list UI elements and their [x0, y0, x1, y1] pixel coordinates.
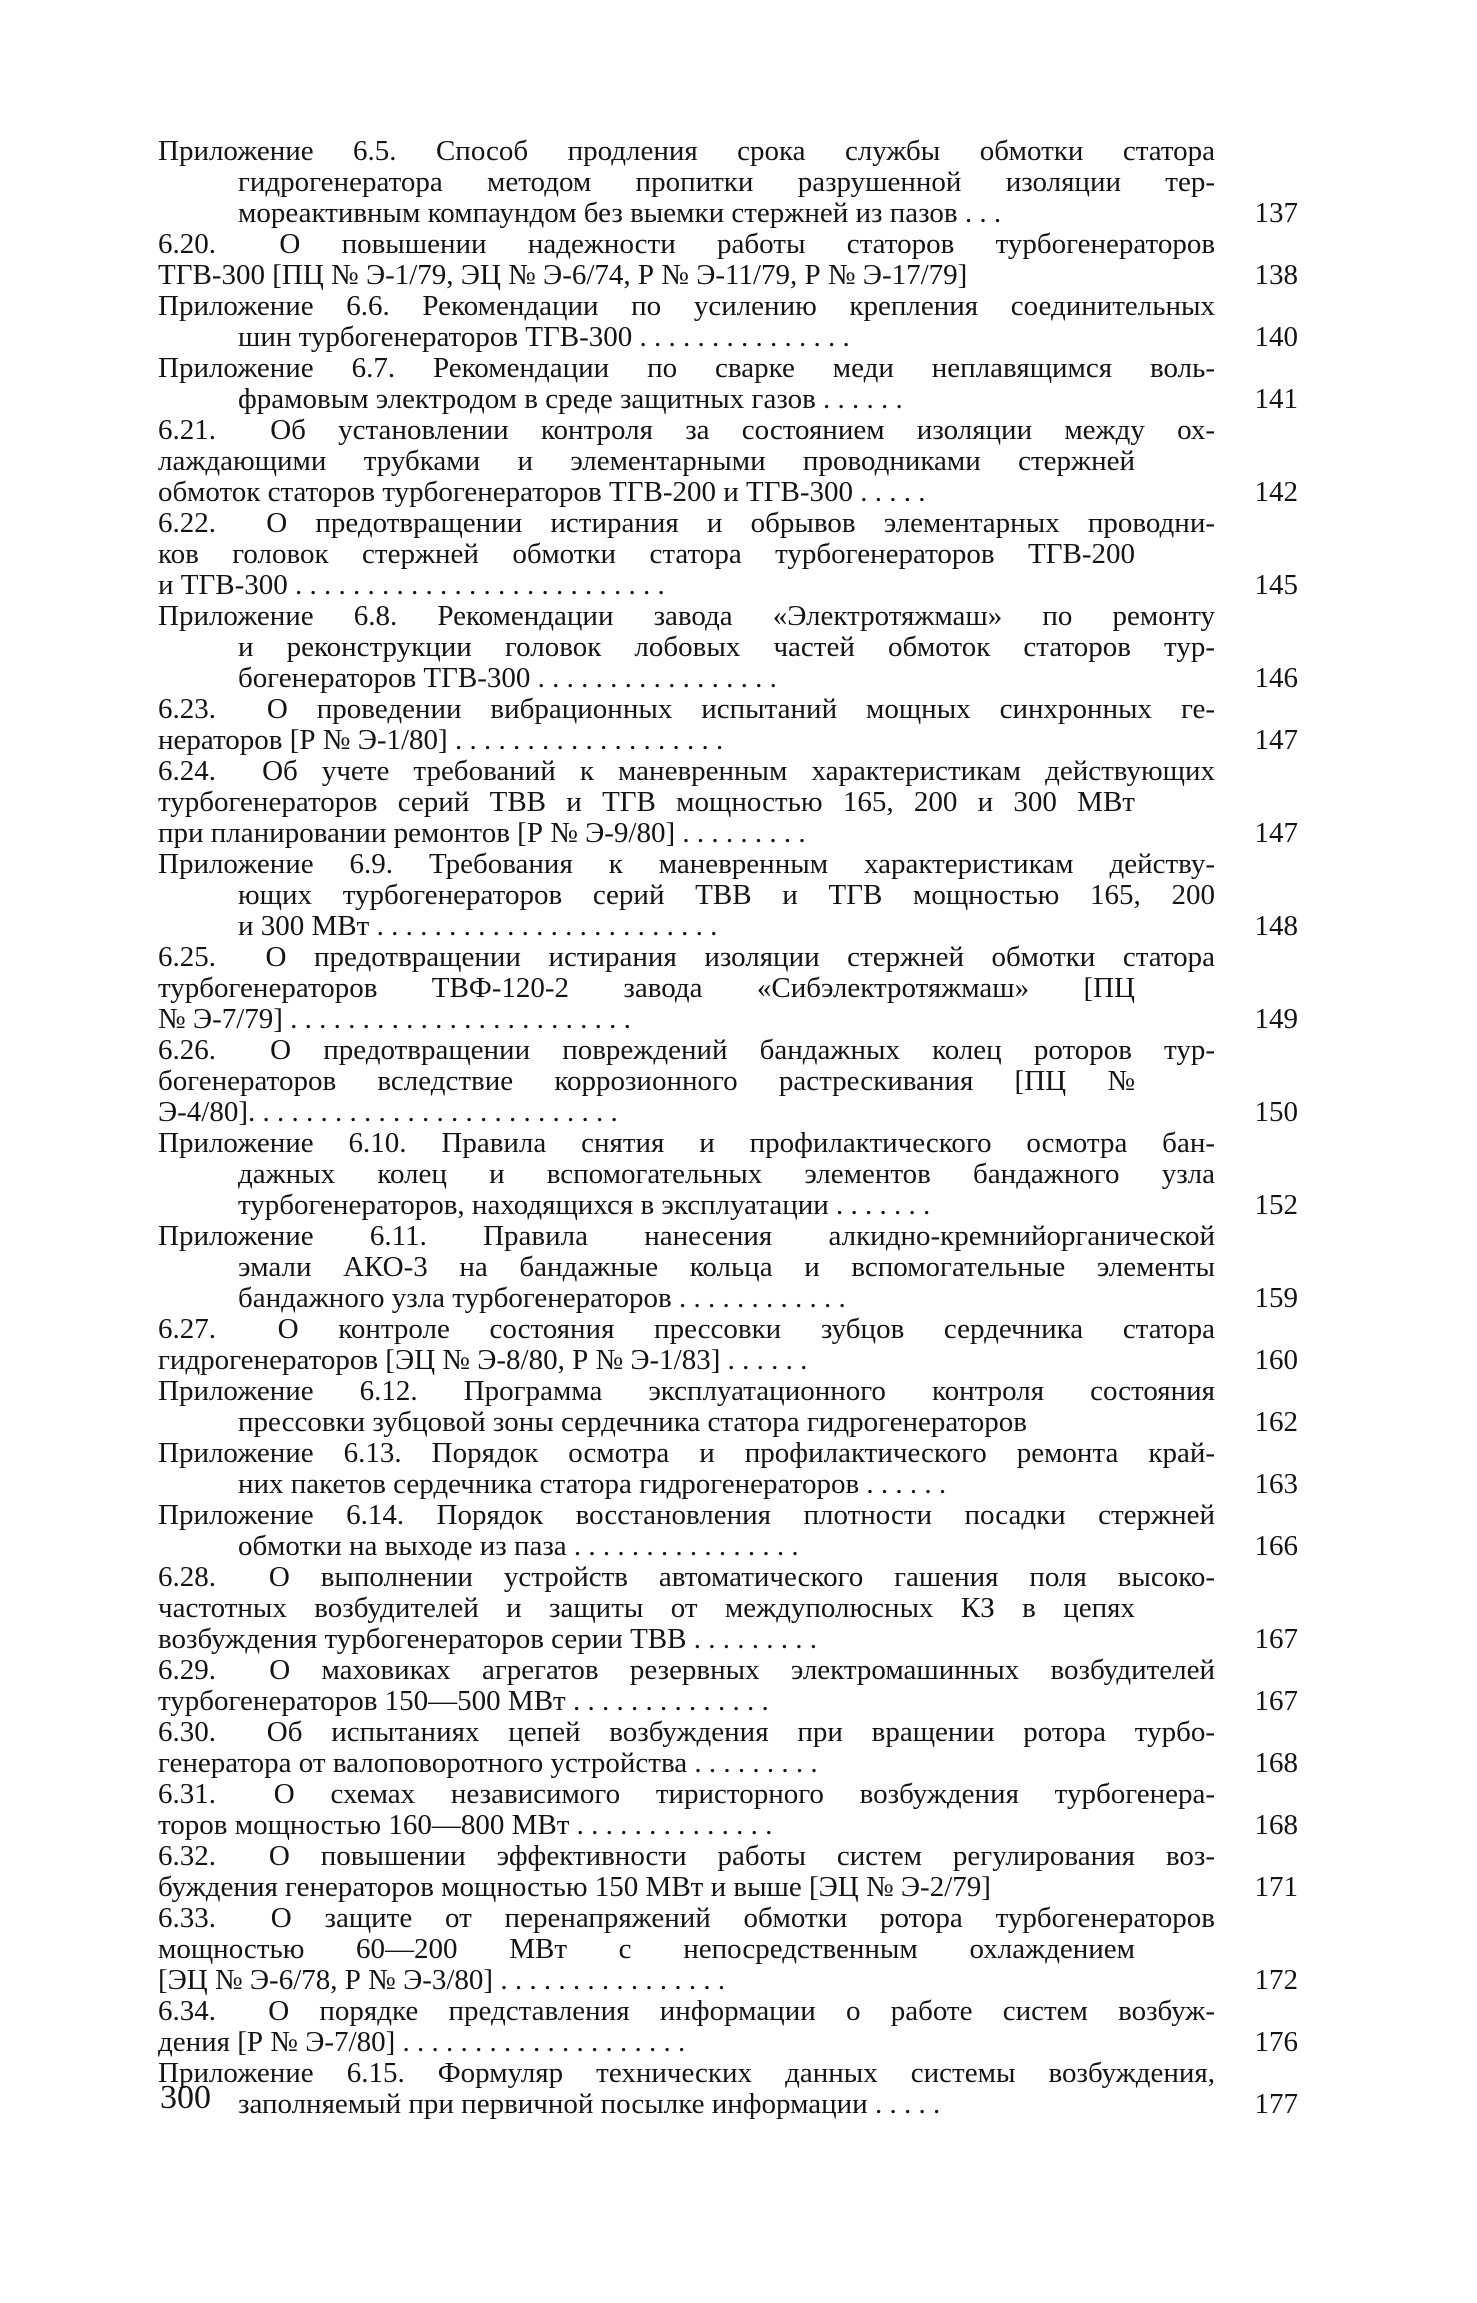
- toc-entry-title-line: [158, 1996, 1215, 2027]
- toc-entry: [158, 1500, 1298, 1562]
- toc-entry-label: Приложение 6.14.: [158, 1499, 405, 1531]
- toc-entry-continuation-line: мореактивным компаундом без выемки стержней из пазов . . .: [238, 197, 1002, 229]
- page-number: 300: [160, 2079, 211, 2116]
- toc-entry-page: 168: [1254, 1747, 1298, 1779]
- toc-entry-title-line: [158, 2058, 1215, 2089]
- toc-entry-title-line: [158, 1376, 1215, 1407]
- toc-entry-continuation-line: заполняемый при первичной посылке информации . . . . .: [238, 2088, 941, 2120]
- toc-entry-page: 160: [1254, 1344, 1298, 1376]
- toc-entry-label: 6.22.: [158, 507, 216, 539]
- toc-entry-page: 172: [1254, 1964, 1298, 1996]
- toc-entry-page: 168: [1254, 1809, 1298, 1841]
- toc-entry-text: [158, 2058, 1228, 2120]
- toc-entry: [158, 601, 1298, 694]
- toc-entry-title-line: [158, 1500, 1215, 1531]
- toc-entry-text: [158, 1128, 1228, 1221]
- toc-entry-title-line: [158, 136, 1215, 167]
- toc-entry-continuation-line: генератора от валоповоротного устройства . . . . . . . . .: [158, 1747, 818, 1779]
- toc-entry-continuation-line: эмали АКО-3 на бандажные кольца и вспомогательные элементы: [238, 1251, 1215, 1283]
- toc-entry-text: [158, 1500, 1228, 1562]
- toc-entry-page: 147: [1254, 817, 1298, 849]
- toc-entry-title-line: [158, 1841, 1215, 1872]
- toc-entry-text: [158, 601, 1228, 694]
- toc-entry-continuation-line: торов мощностью 160—800 МВт . . . . . . . . . . . . . .: [158, 1809, 773, 1841]
- toc-entry: [158, 1903, 1298, 1996]
- toc-entry-title-line: [158, 1035, 1215, 1066]
- toc-entry-page: 141: [1254, 383, 1298, 415]
- toc-entry-page: 149: [1254, 1003, 1298, 1035]
- toc-entry-continuation-line: гидрогенератора методом пропитки разрушенной изоляции тер-: [238, 166, 1215, 198]
- toc-entry-title-line: [158, 415, 1215, 446]
- toc-entry-continuation-line: [ЭЦ № Э-6/78, Р № Э-3/80] . . . . . . . . . . . . . . . .: [158, 1964, 726, 1996]
- toc-entry-label: 6.34.: [158, 1995, 216, 2027]
- toc-entry-line-text: О порядке представления информации о работе систем возбуж-: [268, 1995, 1216, 2027]
- toc-entry-label: 6.23.: [158, 693, 216, 725]
- toc-entry-continuation-line: фрамовым электродом в среде защитных газов . . . . . .: [238, 383, 903, 415]
- toc-entry-text: [158, 942, 1228, 1035]
- toc-entry-line-text: Рекомендации завода «Электротяжмаш» по ремонту: [437, 600, 1216, 632]
- toc-entry-text: [158, 291, 1228, 353]
- toc-entry-line-text: О защите от перенапряжений обмотки ротора турбогенераторов: [270, 1902, 1216, 1934]
- toc-entry: [158, 136, 1298, 229]
- toc-entry-label: Приложение 6.12.: [158, 1375, 418, 1407]
- toc-entry: [158, 1128, 1298, 1221]
- toc-entry-label: 6.27.: [158, 1313, 216, 1345]
- toc-entry: [158, 849, 1298, 942]
- toc-entry-text: [158, 353, 1228, 415]
- toc-entry-page: 167: [1254, 1623, 1298, 1655]
- toc-entry-text: [158, 1438, 1228, 1500]
- toc-entry-title-line: [158, 508, 1215, 539]
- toc-entry: [158, 415, 1298, 508]
- toc-entry-page: 166: [1254, 1530, 1298, 1562]
- toc-entry-continuation-line: гидрогенераторов [ЭЦ № Э-8/80, Р № Э-1/83] . . . . . .: [158, 1344, 808, 1376]
- toc-entry-continuation-line: бандажного узла турбогенераторов . . . . . . . . . . . .: [238, 1282, 846, 1314]
- toc-entry-line-text: Формуляр технических данных системы возбуждения,: [437, 2057, 1215, 2089]
- toc-entry-label: 6.21.: [158, 414, 216, 446]
- toc-entry-page: 159: [1254, 1282, 1298, 1314]
- toc-entry: [158, 1376, 1298, 1438]
- toc-entry-line-text: О повышении надежности работы статоров турбогенераторов: [279, 228, 1216, 260]
- toc-entry-line-text: О маховиках агрегатов резервных электромашинных возбудителей: [269, 1654, 1216, 1686]
- toc-entry-continuation-line: богенераторов вследствие коррозионного растрескивания [ПЦ №: [158, 1065, 1135, 1097]
- toc-entry-continuation-line: нераторов [Р № Э-1/80] . . . . . . . . . . . . . . . . . . .: [158, 724, 724, 756]
- toc-entry-page: 145: [1254, 569, 1298, 601]
- toc-entry-continuation-line: возбуждения турбогенераторов серии ТВВ . . . . . . . . .: [158, 1623, 817, 1655]
- toc-entry-line-text: Порядок осмотра и профилактического ремонта край-: [431, 1437, 1215, 1469]
- toc-entry-label: Приложение 6.7.: [158, 352, 396, 384]
- toc-entry-page: 147: [1254, 724, 1298, 756]
- toc-entry: [158, 942, 1298, 1035]
- toc-entry-line-text: Об учете требований к маневренным характеристикам действующих: [262, 755, 1215, 787]
- toc-entry-page: 148: [1254, 910, 1298, 942]
- toc-entry-label: 6.30.: [158, 1716, 216, 1748]
- toc-entry-continuation-line: частотных возбудителей и защиты от междуполюсных КЗ в цепях: [158, 1592, 1135, 1624]
- toc-entry-title-line: [158, 229, 1215, 260]
- toc-entry-text: [158, 1779, 1228, 1841]
- toc-entry-page: 176: [1254, 2026, 1298, 2058]
- toc-entry: [158, 1221, 1298, 1314]
- toc-entry-title-line: [158, 291, 1215, 322]
- toc-entry-page: 138: [1254, 259, 1298, 291]
- toc-entry-page: 137: [1254, 197, 1298, 229]
- toc-entry-title-line: [158, 1438, 1215, 1469]
- toc-entry-continuation-line: Э-4/80]. . . . . . . . . . . . . . . . . . . . . . . . . .: [158, 1096, 618, 1128]
- toc-entry-line-text: Требования к маневренным характеристикам действу-: [428, 848, 1215, 880]
- toc-entry-label: Приложение 6.9.: [158, 848, 394, 880]
- toc-entry-page: 150: [1254, 1096, 1298, 1128]
- toc-entry-continuation-line: ков головок стержней обмотки статора турбогенераторов ТГВ-200: [158, 538, 1135, 570]
- toc-entry-label: 6.24.: [158, 755, 216, 787]
- toc-entry-title-line: [158, 1655, 1215, 1686]
- toc-entry-title-line: [158, 1128, 1215, 1159]
- toc-entry-label: 6.33.: [158, 1902, 216, 1934]
- toc-entry-title-line: [158, 942, 1215, 973]
- toc-entry-line-text: О предотвращении истирания и обрывов элементарных проводни-: [266, 507, 1215, 539]
- toc-entry-text: [158, 1841, 1228, 1903]
- toc-entry-label: Приложение 6.6.: [158, 290, 390, 322]
- toc-entry-text: [158, 1314, 1228, 1376]
- toc-entry-line-text: Об испытаниях цепей возбуждения при вращении ротора турбо-: [266, 1716, 1216, 1748]
- toc-entry-label: 6.25.: [158, 941, 216, 973]
- toc-entry-line-text: Способ продления срока службы обмотки статора: [435, 135, 1216, 167]
- toc-entry-label: 6.20.: [158, 228, 216, 260]
- toc-entry-continuation-line: лаждающими трубками и элементарными проводниками стержней: [158, 445, 1135, 477]
- toc-entry-label: Приложение 6.10.: [158, 1127, 407, 1159]
- toc-entry: [158, 1841, 1298, 1903]
- toc-entry: [158, 353, 1298, 415]
- toc-entry-line-text: Правила снятия и профилактического осмотра бан-: [441, 1127, 1215, 1159]
- toc-entry-title-line: [158, 601, 1215, 632]
- toc-entry: [158, 694, 1298, 756]
- toc-entry: [158, 1779, 1298, 1841]
- toc-entry-page: 163: [1254, 1468, 1298, 1500]
- toc-entry-title-line: [158, 694, 1215, 725]
- toc-entry-line-text: О повышении эффективности работы систем регулирования воз-: [268, 1840, 1215, 1872]
- toc-entry-line-text: О предотвращении повреждений бандажных колец роторов тур-: [270, 1034, 1216, 1066]
- toc-entry: [158, 291, 1298, 353]
- toc-entry-label: Приложение 6.8.: [158, 600, 398, 632]
- toc-entry: [158, 1717, 1298, 1779]
- toc-entry-label: Приложение 6.5.: [158, 135, 397, 167]
- toc-entry: [158, 1438, 1298, 1500]
- toc-entry-line-text: О контроле состояния прессовки зубцов сердечника статора: [277, 1313, 1215, 1345]
- toc-entry: [158, 1562, 1298, 1655]
- toc-entry-continuation-line: них пакетов сердечника статора гидрогенераторов . . . . . .: [238, 1468, 947, 1500]
- toc-entry-text: [158, 1562, 1228, 1655]
- toc-entry-line-text: О схемах независимого тиристорного возбуждения турбогенера-: [273, 1778, 1216, 1810]
- toc-entry-text: [158, 756, 1228, 849]
- toc-entry: [158, 1314, 1298, 1376]
- toc-entry-line-text: Рекомендации по усилению крепления соединительных: [422, 290, 1215, 322]
- toc-entry: [158, 756, 1298, 849]
- toc-entry-page: 140: [1254, 321, 1298, 353]
- table-of-contents: [158, 136, 1298, 2120]
- toc-entry-continuation-line: при планировании ремонтов [Р № Э-9/80] . . . . . . . . .: [158, 817, 806, 849]
- toc-entry-text: [158, 1035, 1228, 1128]
- toc-entry-continuation-line: турбогенераторов 150—500 МВт . . . . . . . . . . . . . .: [158, 1685, 769, 1717]
- toc-entry-label: 6.29.: [158, 1654, 216, 1686]
- toc-entry-label: Приложение 6.11.: [158, 1220, 427, 1252]
- toc-entry-page: 177: [1254, 2088, 1298, 2120]
- toc-entry-title-line: [158, 849, 1215, 880]
- toc-entry-label: 6.31.: [158, 1778, 216, 1810]
- toc-entry-text: [158, 1717, 1228, 1779]
- toc-entry-page: 167: [1254, 1685, 1298, 1717]
- toc-entry-continuation-line: турбогенераторов серий ТВВ и ТГВ мощностью 165, 200 и 300 МВт: [158, 786, 1135, 818]
- toc-entry-label: 6.28.: [158, 1561, 216, 1593]
- toc-entry: [158, 508, 1298, 601]
- toc-entry-continuation-line: обмотки на выходе из паза . . . . . . . . . . . . . . . .: [238, 1530, 799, 1562]
- toc-entry-title-line: [158, 1314, 1215, 1345]
- toc-entry-continuation-line: № Э-7/79] . . . . . . . . . . . . . . . . . . . . . . . .: [158, 1003, 631, 1035]
- toc-entry-title-line: [158, 756, 1215, 787]
- toc-entry-text: [158, 849, 1228, 942]
- toc-entry-line-text: Порядок восстановления плотности посадки стержней: [436, 1499, 1215, 1531]
- toc-entry-text: [158, 1996, 1228, 2058]
- toc-entry-continuation-line: дажных колец и вспомогательных элементов бандажного узла: [238, 1158, 1215, 1190]
- toc-entry-line-text: Об установлении контроля за состоянием изоляции между ох-: [270, 414, 1215, 446]
- toc-entry-line-text: О проведении вибрационных испытаний мощных синхронных ге-: [266, 693, 1216, 725]
- toc-entry-title-line: [158, 1562, 1215, 1593]
- toc-entry-text: [158, 229, 1228, 291]
- toc-entry-label: 6.32.: [158, 1840, 216, 1872]
- toc-entry-text: [158, 136, 1228, 229]
- toc-entry-title-line: [158, 353, 1215, 384]
- toc-entry-continuation-line: обмоток статоров турбогенераторов ТГВ-200 и ТГВ-300 . . . . .: [158, 476, 926, 508]
- toc-entry-text: [158, 508, 1228, 601]
- toc-entry-page: 142: [1254, 476, 1298, 508]
- toc-entry-continuation-line: буждения генераторов мощностью 150 МВт и выше [ЭЦ № Э-2/79]: [158, 1871, 991, 1903]
- toc-entry-text: [158, 1903, 1228, 1996]
- toc-entry-text: [158, 415, 1228, 508]
- toc-entry-continuation-line: дения [Р № Э-7/80] . . . . . . . . . . . . . . . . . . . .: [158, 2026, 686, 2058]
- toc-entry-page: 171: [1254, 1871, 1298, 1903]
- toc-entry-line-text: Программа эксплуатационного контроля состояния: [463, 1375, 1216, 1407]
- toc-entry-continuation-line: и ТГВ-300 . . . . . . . . . . . . . . . . . . . . . . . . . .: [158, 569, 665, 601]
- toc-entry-text: [158, 1221, 1228, 1314]
- toc-entry-title-line: [158, 1779, 1215, 1810]
- toc-entry: [158, 229, 1298, 291]
- toc-entry-line-text: Рекомендации по сварке меди неплавящимся воль-: [433, 352, 1216, 384]
- toc-entry-label: 6.26.: [158, 1034, 216, 1066]
- toc-entry-continuation-line: и 300 МВт . . . . . . . . . . . . . . . . . . . . . . . .: [238, 910, 718, 942]
- toc-entry-title-line: [158, 1221, 1215, 1252]
- toc-entry-text: [158, 694, 1228, 756]
- toc-entry: [158, 2058, 1298, 2120]
- toc-entry: [158, 1655, 1298, 1717]
- toc-entry-page: 162: [1254, 1406, 1298, 1438]
- toc-entry-continuation-line: турбогенераторов ТВФ-120-2 завода «Сибэлектротяжмаш» [ПЦ: [158, 972, 1135, 1004]
- toc-entry-line-text: Правила нанесения алкидно-кремнийорганической: [483, 1220, 1215, 1252]
- toc-entry-continuation-line: турбогенераторов, находящихся в эксплуатации . . . . . . .: [238, 1189, 931, 1221]
- toc-entry-label: Приложение 6.15.: [158, 2057, 405, 2089]
- toc-entry-continuation-line: мощностью 60—200 МВт с непосредственным охлаждением: [158, 1933, 1135, 1965]
- toc-entry-text: [158, 1376, 1228, 1438]
- toc-entry-title-line: [158, 1717, 1215, 1748]
- toc-entry-continuation-line: шин турбогенераторов ТГВ-300 . . . . . . . . . . . . . . .: [238, 321, 850, 353]
- toc-entry-continuation-line: прессовки зубцовой зоны сердечника статора гидрогенераторов: [238, 1406, 1027, 1438]
- toc-entry-line-text: О выполнении устройств автоматического гашения поля высоко-: [268, 1561, 1216, 1593]
- toc-entry-continuation-line: богенераторов ТГВ-300 . . . . . . . . . . . . . . . . .: [238, 662, 777, 694]
- toc-entry-line-text: О предотвращении истирания изоляции стержней обмотки статора: [265, 941, 1216, 973]
- toc-entry-text: [158, 1655, 1228, 1717]
- toc-entry-page: 146: [1254, 662, 1298, 694]
- toc-entry-continuation-line: ТГВ-300 [ПЦ № Э-1/79, ЭЦ № Э-6/74, Р № Э-11/79, Р № Э-17/79]: [158, 259, 968, 291]
- toc-entry-label: Приложение 6.13.: [158, 1437, 402, 1469]
- toc-entry-continuation-line: и реконструкции головок лобовых частей обмоток статоров тур-: [238, 631, 1215, 663]
- toc-entry: [158, 1035, 1298, 1128]
- toc-entry-continuation-line: ющих турбогенераторов серий ТВВ и ТГВ мощностью 165, 200: [238, 879, 1215, 911]
- toc-entry-title-line: [158, 1903, 1215, 1934]
- toc-entry: [158, 1996, 1298, 2058]
- toc-entry-page: 152: [1254, 1189, 1298, 1221]
